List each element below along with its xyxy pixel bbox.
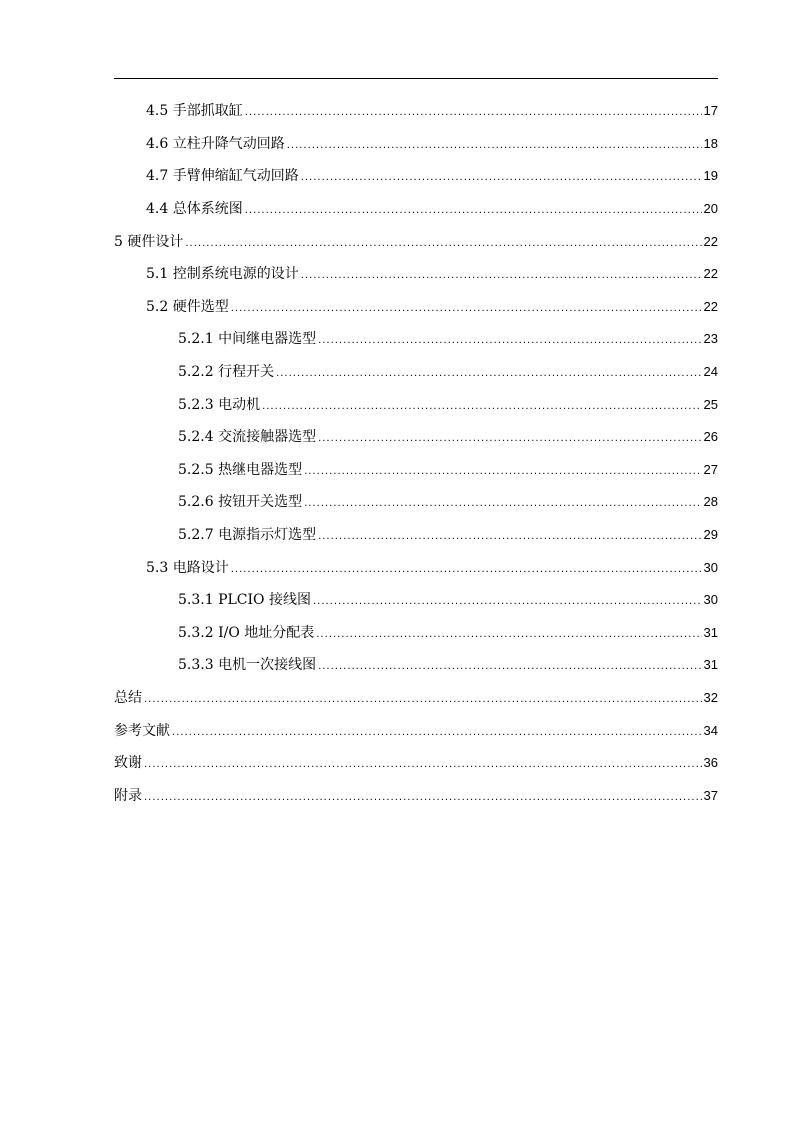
toc-entry[interactable] bbox=[0, 747, 793, 780]
toc-entry-title: 5.2.1 中间继电器选型 bbox=[178, 331, 317, 348]
toc-entry-title: 附录 bbox=[114, 787, 142, 804]
toc-leader-dots bbox=[304, 463, 701, 481]
toc-entry-title: 5.3.1 PLCIO 接线图 bbox=[178, 592, 311, 609]
toc-entry-page: 17 bbox=[703, 103, 718, 119]
table-of-contents bbox=[0, 95, 793, 812]
toc-entry-page: 30 bbox=[703, 559, 718, 575]
toc-entry-page: 20 bbox=[703, 201, 718, 217]
toc-leader-dots bbox=[287, 137, 702, 155]
toc-leader-dots bbox=[304, 495, 701, 513]
toc-entry[interactable] bbox=[0, 225, 793, 258]
toc-leader-dots bbox=[262, 398, 701, 416]
toc-entry[interactable] bbox=[0, 551, 793, 584]
toc-entry[interactable] bbox=[0, 617, 793, 650]
toc-entry[interactable] bbox=[0, 714, 793, 747]
toc-leader-dots bbox=[231, 561, 702, 579]
toc-leader-dots bbox=[318, 430, 701, 448]
toc-entry-page: 22 bbox=[703, 298, 718, 314]
toc-entry-title: 5.2.6 按钮开关选型 bbox=[178, 494, 303, 511]
toc-entry[interactable] bbox=[0, 584, 793, 617]
toc-entry[interactable] bbox=[0, 160, 793, 193]
toc-leader-dots bbox=[144, 789, 702, 807]
toc-entry[interactable] bbox=[0, 95, 793, 128]
toc-entry-title: 5.2.7 电源指示灯选型 bbox=[178, 527, 317, 544]
toc-entry-title: 5.2 硬件选型 bbox=[146, 298, 229, 315]
toc-entry[interactable] bbox=[0, 388, 793, 421]
toc-entry-title: 4.5 手部抓取缸 bbox=[146, 103, 243, 120]
toc-entry[interactable] bbox=[0, 486, 793, 519]
toc-entry-title: 总结 bbox=[114, 689, 142, 706]
toc-leader-dots bbox=[316, 626, 701, 644]
toc-entry-page: 25 bbox=[703, 396, 718, 412]
toc-entry-title: 5.2.4 交流接触器选型 bbox=[178, 429, 317, 446]
toc-entry-page: 34 bbox=[703, 722, 718, 738]
toc-leader-dots bbox=[144, 756, 702, 774]
toc-entry-title: 4.7 手臂伸缩缸气动回路 bbox=[146, 168, 299, 185]
toc-entry[interactable] bbox=[0, 193, 793, 226]
header-rule bbox=[114, 78, 718, 79]
toc-leader-dots bbox=[318, 658, 701, 676]
toc-entry-title: 5.3.2 I/O 地址分配表 bbox=[178, 624, 315, 641]
toc-entry[interactable] bbox=[0, 356, 793, 389]
toc-entry[interactable] bbox=[0, 258, 793, 291]
toc-entry-title: 5.2.2 行程开关 bbox=[178, 364, 275, 381]
toc-entry-title: 5.1 控制系统电源的设计 bbox=[146, 266, 299, 283]
toc-entry-page: 22 bbox=[703, 233, 718, 249]
toc-leader-dots bbox=[245, 104, 702, 122]
toc-entry-title: 5 硬件设计 bbox=[114, 233, 184, 250]
toc-entry-title: 5.3.3 电机一次接线图 bbox=[178, 657, 317, 674]
toc-leader-dots bbox=[231, 300, 702, 318]
toc-leader-dots bbox=[245, 202, 702, 220]
toc-entry[interactable] bbox=[0, 323, 793, 356]
toc-leader-dots bbox=[276, 365, 701, 383]
toc-entry-page: 29 bbox=[703, 527, 718, 543]
toc-entry[interactable] bbox=[0, 649, 793, 682]
toc-leader-dots bbox=[301, 267, 702, 285]
toc-leader-dots bbox=[144, 691, 702, 709]
toc-entry-page: 31 bbox=[703, 657, 718, 673]
toc-entry-page: 23 bbox=[703, 331, 718, 347]
toc-entry-title: 4.6 立柱升降气动回路 bbox=[146, 135, 285, 152]
toc-leader-dots bbox=[318, 528, 701, 546]
toc-entry-page: 36 bbox=[703, 755, 718, 771]
toc-entry[interactable] bbox=[0, 519, 793, 552]
toc-entry-page: 18 bbox=[703, 135, 718, 151]
toc-entry[interactable] bbox=[0, 421, 793, 454]
toc-entry-page: 30 bbox=[703, 592, 718, 608]
toc-entry-title: 致谢 bbox=[114, 755, 142, 772]
toc-entry-title: 5.2.3 电动机 bbox=[178, 396, 261, 413]
toc-entry-page: 19 bbox=[703, 168, 718, 184]
toc-entry[interactable] bbox=[0, 454, 793, 487]
toc-entry-page: 22 bbox=[703, 266, 718, 282]
toc-entry[interactable] bbox=[0, 128, 793, 161]
toc-entry-title: 4.4 总体系统图 bbox=[146, 201, 243, 218]
toc-entry-page: 31 bbox=[703, 624, 718, 640]
toc-entry-page: 32 bbox=[703, 689, 718, 705]
toc-leader-dots bbox=[172, 724, 702, 742]
toc-leader-dots bbox=[301, 169, 702, 187]
toc-entry[interactable] bbox=[0, 779, 793, 812]
toc-entry-page: 24 bbox=[703, 364, 718, 380]
toc-leader-dots bbox=[313, 593, 702, 611]
toc-entry-page: 27 bbox=[703, 461, 718, 477]
toc-entry[interactable] bbox=[0, 291, 793, 324]
toc-entry-title: 参考文献 bbox=[114, 722, 170, 739]
toc-entry-page: 26 bbox=[703, 429, 718, 445]
toc-leader-dots bbox=[318, 332, 701, 350]
toc-entry-page: 28 bbox=[703, 494, 718, 510]
toc-entry[interactable] bbox=[0, 682, 793, 715]
toc-leader-dots bbox=[185, 235, 701, 253]
toc-entry-page: 37 bbox=[703, 787, 718, 803]
toc-entry-title: 5.3 电路设计 bbox=[146, 559, 229, 576]
toc-entry-title: 5.2.5 热继电器选型 bbox=[178, 461, 303, 478]
